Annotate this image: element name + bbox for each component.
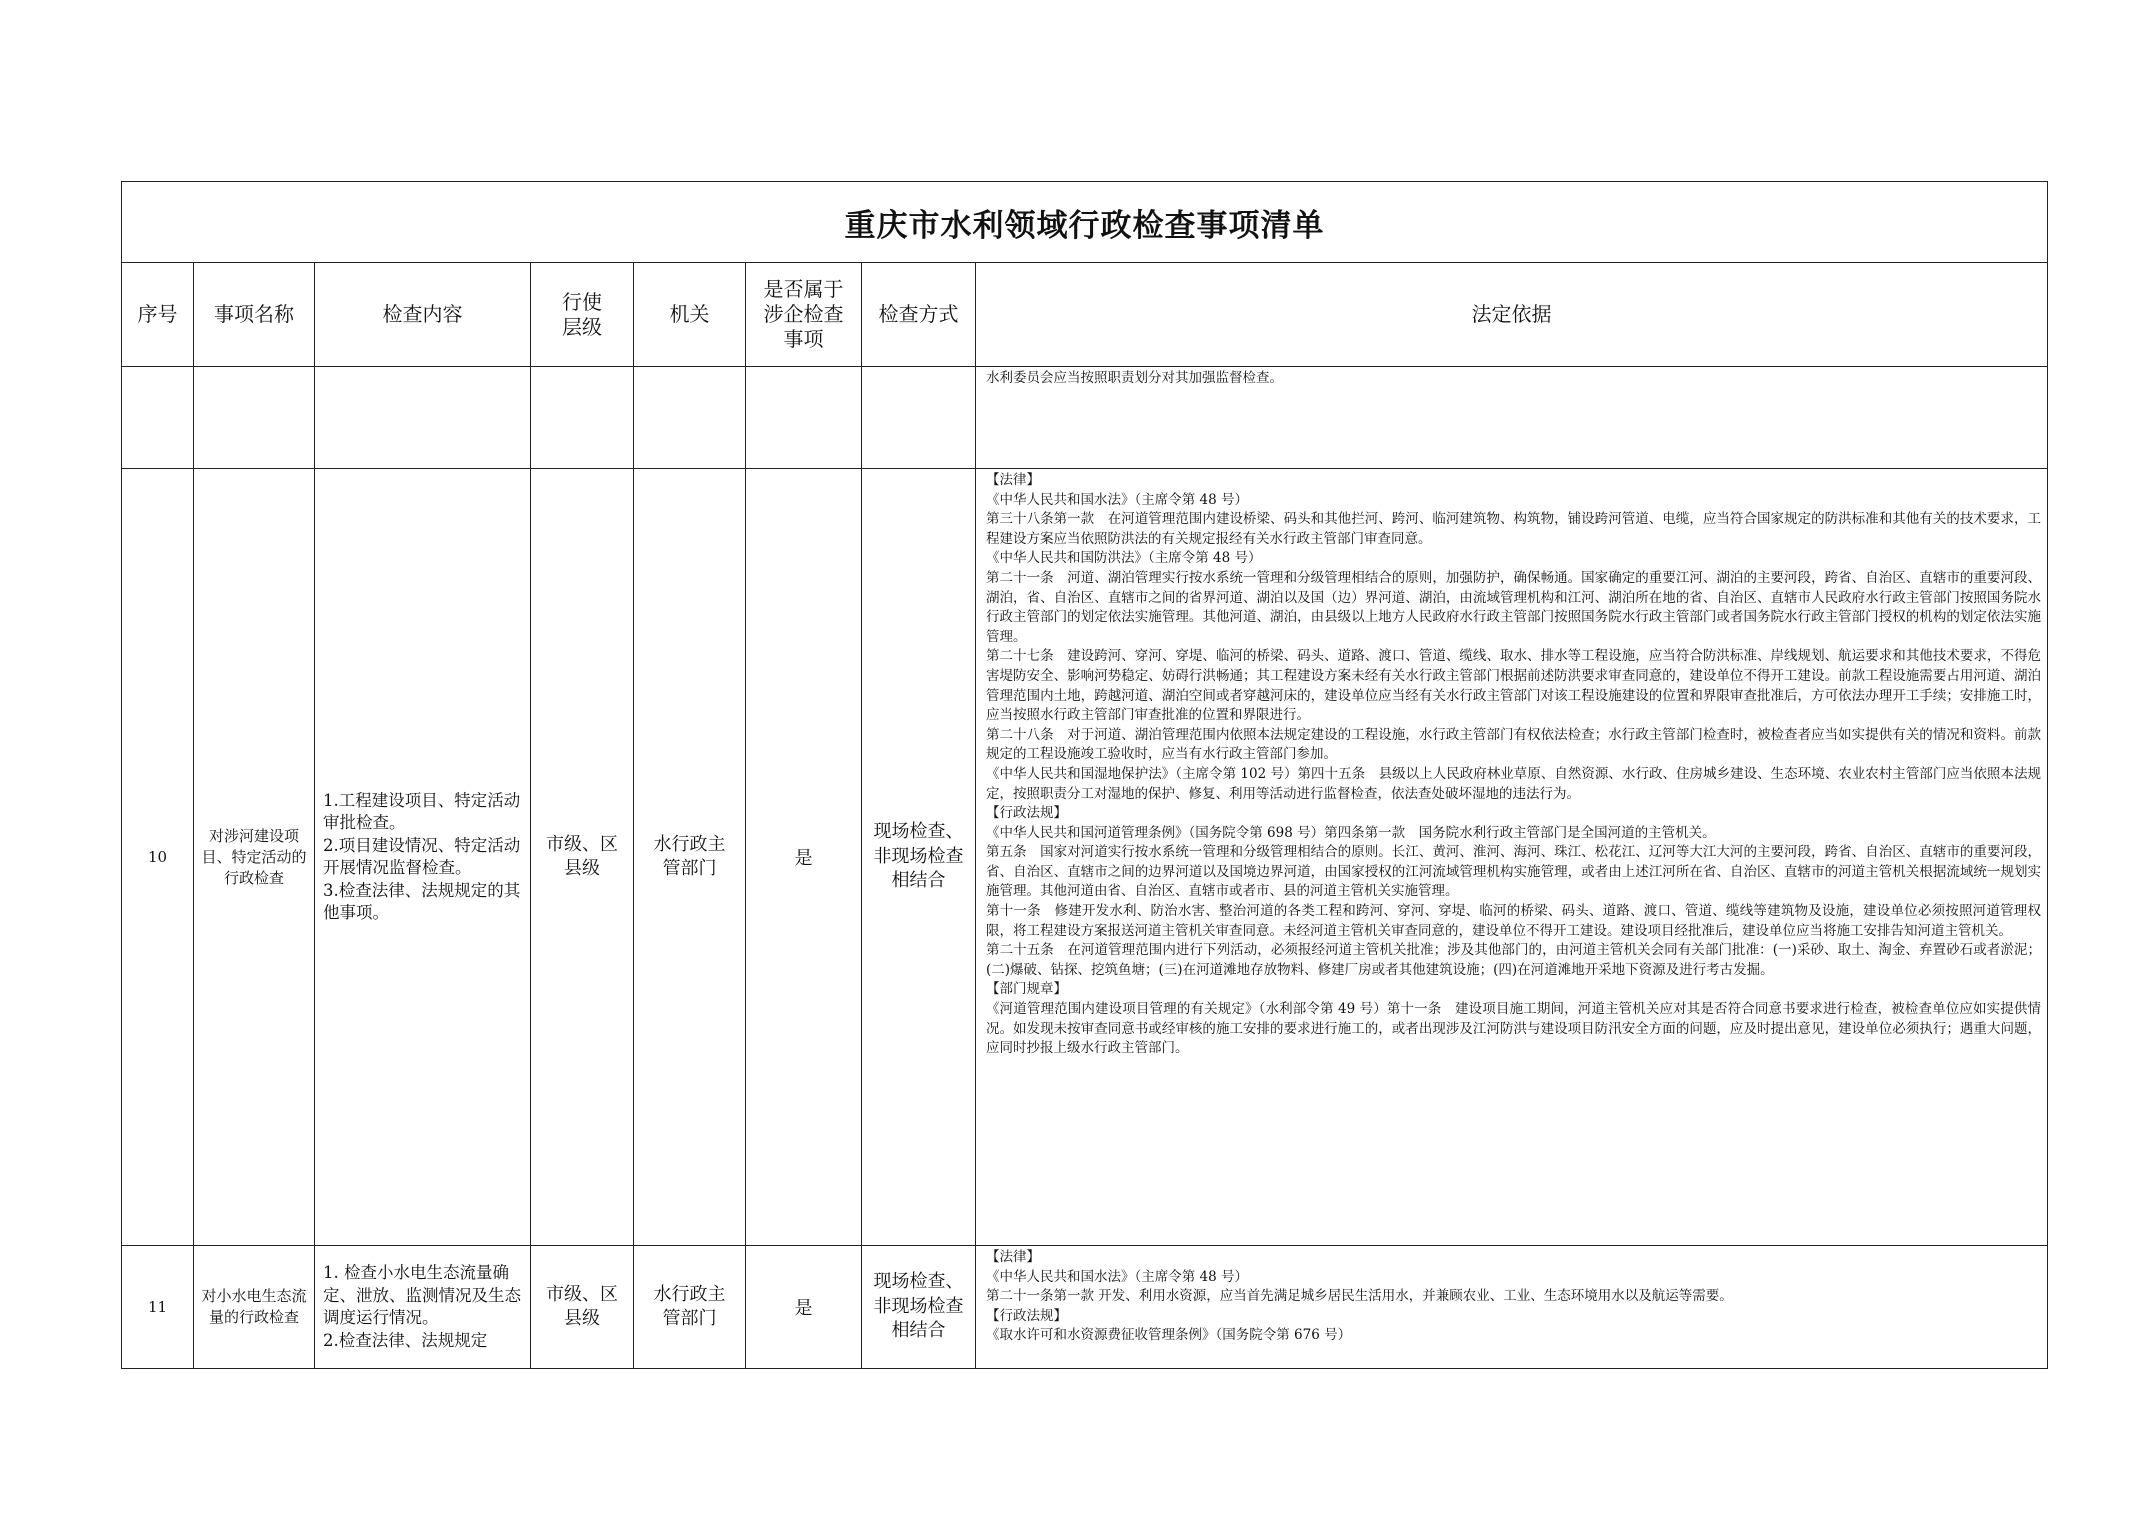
cell-name: 对小水电生态流量的行政检查 [194,1246,315,1369]
header-agency: 机关 [634,263,746,367]
basis-paragraph: 《中华人民共和国水法》（主席令第 48 号） [986,491,1249,508]
basis-paragraph: 水利委员会应当按照职责划分对其加强监督检查。 [986,370,1283,386]
cell-content [315,367,531,469]
basis-paragraph: 《取水许可和水资源费征收管理条例》（国务院令第 676 号） [986,1327,1352,1344]
cell-basis [976,1246,2048,1369]
cell-seq [122,367,194,469]
basis-text [986,471,2041,1059]
basis-paragraph: 第二十七条 建设跨河、穿河、穿堤、临河的桥梁、码头、道路、渡口、管道、缆线、取水、排水等工程设施，应当符合防洪标准、岸线规划、航运要求和其他技术要求，不得危害堤防安全、影响河势稳定、妨碍行洪畅通；其工程建设方案未经有关水行政主管部门根据前述防洪要求审查同意的，建设单位不得开工建设。前款工程设施需要占用河道、湖泊管理范围内土地，跨越河道、湖泊空间或者穿越河床的，建设单位应当经有关水行政主管部门对该工程设施建设的位置和界限审查批准后，方可依法办理开工手续；安排施工时，应当按照水行政主管部门审查批准的位置和界限进行。 [986,648,2041,724]
cell-basis [976,367,2048,469]
cell-agency: 水行政主管部门 [634,1246,746,1369]
basis-paragraph: 第二十八条 对于河道、湖泊管理范围内依照本法规定建设的工程设施，水行政主管部门有权依法检查；水行政主管部门检查时，被检查者应当如实提供有关的情况和资料。前款规定的工程设施竣工验收时，应当有水行政主管部门参加。 [986,726,2041,763]
basis-section-heading: 【部门规章】 [986,981,1067,998]
header-method: 检查方式 [862,263,976,367]
cell-enterprise [746,367,862,469]
basis-paragraph: 第二十一条 河道、湖泊管理实行按水系统一管理和分级管理相结合的原则，加强防护，确保畅通。国家确定的重要江河、湖泊的主要河段，跨省、自治区、直辖市的重要河段、湖泊，省、自治区、直辖市之间的省界河道、湖泊以及国（边）界河道、湖泊，由流域管理机构和江河、湖泊所在地的省、自治区、直辖市人民政府水行政主管部门按照国务院水行政主管部门的划定依法实施管理。其他河道、湖泊，由县级以上地方人民政府水行政主管部门按照国务院水行政主管部门或者国务院水行政主管部门授权的机构的划定依法实施管理。 [986,569,2041,645]
basis-section-heading: 【行政法规】 [986,805,1067,822]
cell-name [194,367,315,469]
basis-text [986,1248,2041,1346]
basis-section-heading: 【行政法规】 [986,1307,1067,1324]
cell-level [531,367,634,469]
table-row [122,469,2048,1246]
header-level: 行使层级 [531,263,634,367]
basis-paragraph: 《中华人民共和国河道管理条例》（国务院令第 698 号）第四条第一款 国务院水利行政主管部门是全国河道的主管机关。 [986,824,1716,841]
basis-section-heading: 【法律】 [986,1249,1040,1265]
cell-enterprise: 是 [746,1246,862,1369]
inspection-list-table [121,181,2048,1369]
basis-paragraph: 《中华人民共和国湿地保护法》（主席令第 102 号）第四十五条 县级以上人民政府林业草原、自然资源、水行政、住房城乡建设、生态环境、农业农村主管部门应当依照本法规定，按照职责分工对湿地的保护、修复、利用等活动进行监督检查，依法查处破坏湿地的违法行为。 [986,765,2041,802]
cell-agency [634,367,746,469]
cell-enterprise: 是 [746,469,862,1246]
table-row [122,367,2048,469]
basis-text [986,369,2041,389]
cell-content: 1. 检查小水电生态流量确定、泄放、监测情况及生态调度运行情况。 2.检查法律、法规规定 [315,1246,531,1369]
cell-basis [976,469,2048,1246]
cell-name: 对涉河建设项目、特定活动的行政检查 [194,469,315,1246]
basis-paragraph: 第三十八条第一款 在河道管理范围内建设桥梁、码头和其他拦河、跨河、临河建筑物、构筑物，铺设跨河管道、电缆，应当符合国家规定的防洪标准和其他有关的技术要求，工程建设方案应当依照防洪法的有关规定报经有关水行政主管部门审查同意。 [986,511,2041,547]
basis-paragraph: 《中华人民共和国水法》（主席令第 48 号） [986,1268,1249,1285]
cell-content: 1.工程建设项目、特定活动审批检查。 2.项目建设情况、特定活动开展情况监督检查。 3.检查法律、法规规定的其他事项。 [315,469,531,1246]
cell-level: 市级、区县级 [531,469,634,1246]
header-content: 检查内容 [315,263,531,367]
header-seq: 序号 [122,263,194,367]
cell-level: 市级、区县级 [531,1246,634,1369]
basis-paragraph: 第二十一条第一款 开发、利用水资源，应当首先满足城乡居民生活用水，并兼顾农业、工业、生态环境用水以及航运等需要。 [986,1288,1733,1305]
cell-method: 现场检查、非现场检查相结合 [862,1246,976,1369]
basis-paragraph: 第五条 国家对河道实行按水系统一管理和分级管理相结合的原则。长江、黄河、淮河、海河、珠江、松花江、辽河等大江大河的主要河段，跨省、自治区、直辖市的重要河段，省、自治区、直辖市之间的边界河道以及国境边界河道，由国家授权的江河流域管理机构实施管理，或者由上述江河所在省、自治区、直辖市的河道主管机关根据流域统一规划实施管理。其他河道由省、自治区、直辖市或者市、县的河道主管机关实施管理。 [986,844,2041,900]
basis-section-heading: 【法律】 [986,472,1040,488]
cell-seq: 10 [122,469,194,1246]
header-enterprise: 是否属于涉企检查事项 [746,263,862,367]
header-row [122,263,2048,367]
table-row [122,1246,2048,1369]
header-name: 事项名称 [194,263,315,367]
cell-agency: 水行政主管部门 [634,469,746,1246]
cell-method: 现场检查、非现场检查相结合 [862,469,976,1246]
cell-seq: 11 [122,1246,194,1369]
page-title: 重庆市水利领域行政检查事项清单 [122,182,2048,263]
cell-method [862,367,976,469]
header-basis: 法定依据 [976,263,2048,367]
basis-paragraph: 《河道管理范围内建设项目管理的有关规定》（水利部令第 49 号）第十一条 建设项目施工期间，河道主管机关应对其是否符合同意书要求进行检查，被检查单位应如实提供情况。如发现未按审查同意书或经审核的施工安排的要求进行施工的，或者出现涉及江河防洪与建设项目防汛安全方面的问题，应及时提出意见，建设单位必须执行；遇重大问题，应同时抄报上级水行政主管部门。 [986,1001,2041,1057]
basis-paragraph: 第十一条 修建开发水利、防治水害、整治河道的各类工程和跨河、穿河、穿堤、临河的桥梁、码头、道路、渡口、管道、缆线等建筑物及设施，建设单位必须按照河道管理权限，将工程建设方案报送河道主管机关审查同意。未经河道主管机关审查同意的，建设单位不得开工建设。建设项目经批准后，建设单位应当将施工安排告知河道主管机关。 [986,903,2041,939]
basis-paragraph: 《中华人民共和国防洪法》（主席令第 48 号） [986,550,1262,567]
basis-paragraph: 第二十五条 在河道管理范围内进行下列活动，必须报经河道主管机关批准；涉及其他部门的，由河道主管机关会同有关部门批准：(一)采砂、取土、淘金、弃置砂石或者淤泥；(二)爆破、钻探、挖筑鱼塘；(三)在河道滩地存放物料、修建厂房或者其他建筑设施；(四)在河道滩地开采地下资源及进行考古发掘。 [986,942,2041,978]
